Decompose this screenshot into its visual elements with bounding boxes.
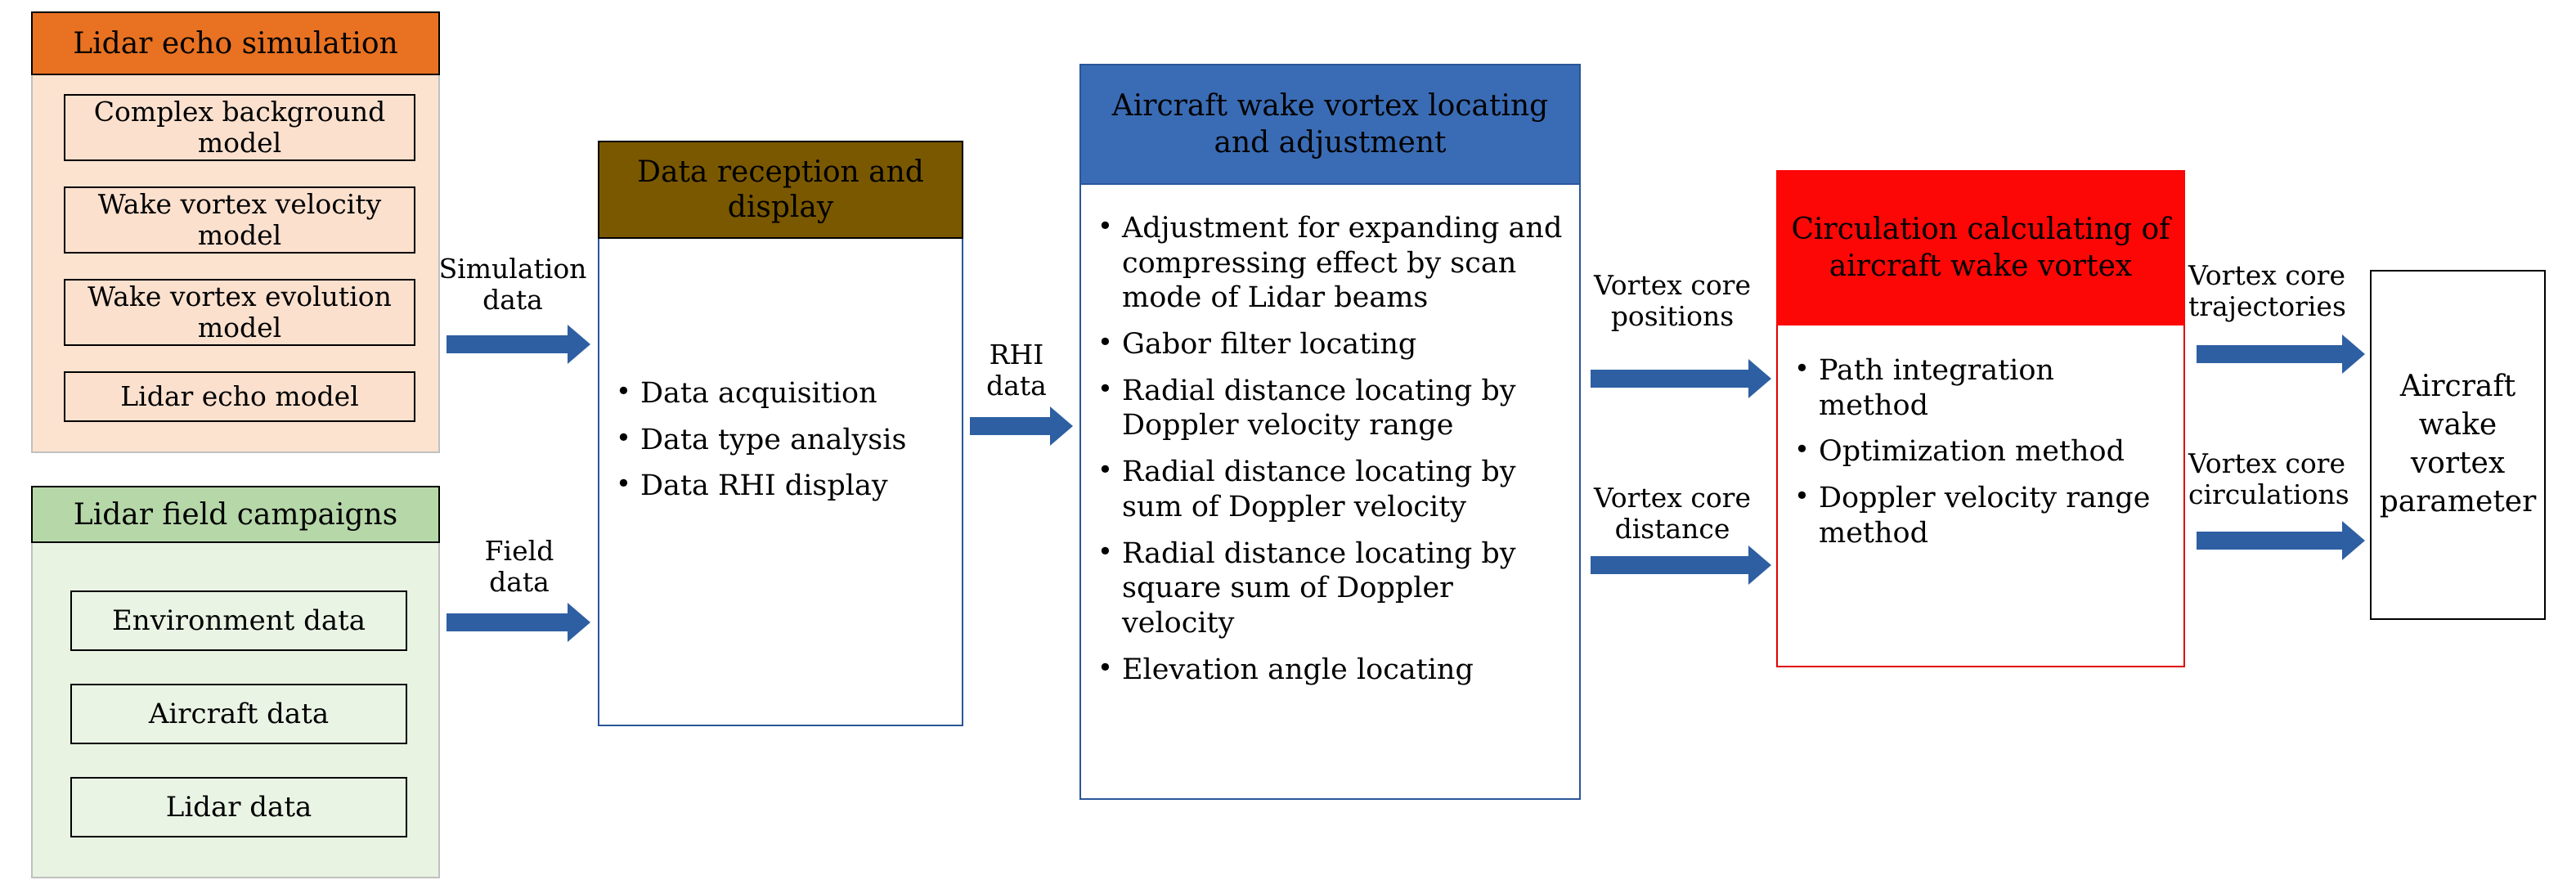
- field-item-lidar-data: Lidar data: [70, 777, 407, 837]
- group-header-lidar-echo-simulation: Lidar echo simulation: [31, 11, 440, 75]
- arrow-label-field-data: Field data: [484, 535, 554, 598]
- list-item: • Optimization method: [1819, 434, 2167, 469]
- box-list-circulation-calculating: [1776, 353, 2185, 562]
- arrow-label-vortex-core-positions: Vortex core positions: [1594, 269, 1751, 332]
- list-item: • Data RHI display: [640, 469, 945, 504]
- box-header-circulation-calculating: Circulation calculating of aircraft wake vortex: [1776, 170, 2185, 326]
- list-item: • Gabor filter locating: [1122, 327, 1563, 362]
- group-header-lidar-field-campaigns: Lidar field campaigns: [31, 486, 440, 543]
- box-header-aircraft-wake-vortex-locating: Aircraft wake vortex locating and adjustment: [1079, 64, 1581, 185]
- list-item: • Radial distance locating by square sum of Doppler velocity: [1122, 537, 1563, 641]
- list-item: • Path integration method: [1819, 353, 2167, 423]
- arrow-field-data: [447, 613, 569, 631]
- list-item: • Data acquisition: [640, 376, 945, 411]
- list-item: • Radial distance locating by Doppler velocity range: [1122, 374, 1563, 443]
- arrow-label-vortex-core-distance: Vortex core distance: [1594, 482, 1751, 545]
- arrow-vortex-core-distance: [1591, 556, 1750, 574]
- list-item: • Radial distance locating by sum of Doppler velocity: [1122, 455, 1563, 524]
- box-header-data-reception-and-display: Data reception and display: [598, 141, 963, 239]
- arrow-label-vortex-core-trajectories: Vortex core trajectories: [2188, 259, 2346, 322]
- list-item: • Doppler velocity range method: [1819, 481, 2167, 550]
- sim-item-lidar-echo-model: Lidar echo model: [64, 371, 415, 422]
- list-item: • Elevation angle locating: [1122, 653, 1563, 688]
- arrow-label-rhi-data: RHI data: [986, 339, 1047, 402]
- arrow-vortex-core-circulations: [2197, 532, 2344, 550]
- box-list-data-reception-and-display: [598, 376, 963, 515]
- arrow-vortex-core-positions: [1591, 370, 1750, 388]
- arrow-simulation-data: [447, 335, 569, 353]
- field-item-aircraft-data: Aircraft data: [70, 684, 407, 744]
- list-item: • Data type analysis: [640, 423, 945, 458]
- box-aircraft-wake-vortex-parameter: Aircraft wake vortex parameter: [2370, 270, 2546, 620]
- box-list-aircraft-wake-vortex-locating: [1079, 211, 1581, 698]
- arrow-label-vortex-core-circulations: Vortex core circulations: [2188, 447, 2349, 510]
- sim-item-wake-vortex-velocity-model: Wake vortex velocity model: [64, 186, 415, 254]
- field-item-environment-data: Environment data: [70, 590, 407, 651]
- arrow-label-simulation-data: Simulation data: [438, 253, 587, 316]
- sim-item-complex-background-model: Complex background model: [64, 94, 415, 161]
- list-item: • Adjustment for expanding and compressing effect by scan mode of Lidar beams: [1122, 211, 1563, 316]
- arrow-vortex-core-trajectories: [2197, 345, 2344, 363]
- sim-item-wake-vortex-evolution-model: Wake vortex evolution model: [64, 279, 415, 346]
- arrow-rhi-data: [970, 417, 1052, 435]
